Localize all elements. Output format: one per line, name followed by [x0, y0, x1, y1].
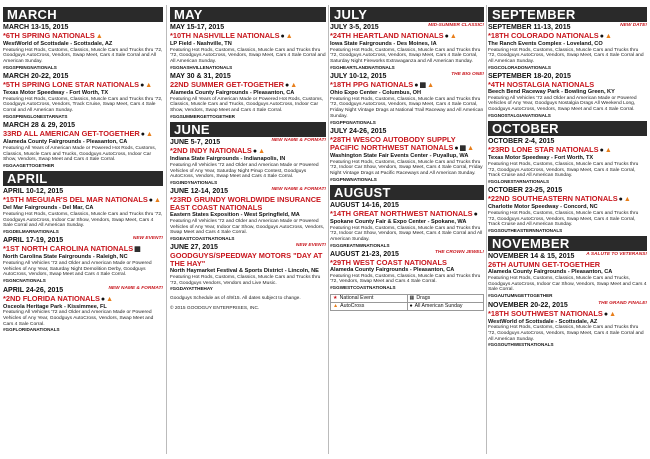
event-hashtag: #GGAUTUMNGETTOGETHER: [488, 293, 553, 299]
event-badge: NEW EVENT!: [295, 243, 326, 249]
event-name-text[interactable]: 26TH AUTUMN GET-TOGETHER: [488, 260, 601, 270]
event-location: Ohio Expo Center - Columbus, OH: [330, 90, 422, 97]
event-name-text[interactable]: *24TH HEARTLAND NATIONALS: [330, 31, 444, 40]
event-entry[interactable]: [170, 73, 326, 119]
event-hashtag: #GGDELMARNATIONALS: [3, 229, 59, 235]
legend-sunday: [408, 303, 484, 310]
event-entry[interactable]: [330, 251, 484, 290]
checkered-flag-icon: ▦: [419, 82, 427, 90]
event-name[interactable]: [330, 81, 484, 90]
event-entry[interactable]: [3, 287, 163, 333]
event-name[interactable]: [170, 147, 326, 156]
event-name[interactable]: [330, 259, 484, 267]
event-name[interactable]: [170, 252, 326, 268]
event-entry[interactable]: [330, 73, 484, 125]
legend-drags-label: Drags: [416, 294, 431, 301]
event-name[interactable]: [330, 32, 484, 41]
event-name-text[interactable]: *18TH SOUTHWEST NATIONALS: [488, 308, 603, 318]
event-hashtag: #GGNOSTALGIANATIONALS: [488, 112, 551, 118]
event-hashtag: #GGSUMMERGETTOGETHER: [170, 113, 235, 119]
event-location: Alameda County Fairgrounds - Pleasanton, CA: [3, 139, 128, 146]
month-header: OCTOBER: [488, 121, 647, 136]
event-location: North Carolina State Fairgrounds - Raleigh, NC: [3, 254, 128, 261]
event-name-text[interactable]: *28TH WESCO AUTOBODY SUPPLY PACIFIC NORTHWEST NATIONALS: [330, 134, 456, 152]
event-description: Featuring All Vehicles '72 and Older and American Made or Powered Vehicles of Any Year, Saturday Night Demolition Derby, Goodguys AutoCross, Vendors, Swap Meet and Cars 4 Sale Corral.: [3, 261, 152, 278]
event-name[interactable]: [488, 32, 647, 41]
event-location: LP Field - Nashville, TN: [170, 41, 232, 47]
event-hashtag: #GGCOLORADONATIONALS: [488, 64, 551, 70]
event-hashtag: #GGSOUTHWESTNATIONALS: [488, 342, 554, 348]
event-date: AUGUST 14-16, 2015: [330, 202, 399, 210]
event-entry[interactable]: [3, 73, 163, 119]
event-description: Featuring Hot Rods, Customs, Classics, Muscle Cars and Trucks thru '72, Goodguys AutoCross, Vendors, Swap Meet, Cars 4 Sale Corral and All American Sunday.: [488, 325, 644, 342]
event-name[interactable]: [488, 146, 647, 155]
schedule-column: [170, 5, 326, 454]
event-name-text[interactable]: *18TH PPG NATIONALS: [330, 80, 414, 90]
event-description: Featuring All Years of American Made or Powered Hot Rods, Customs, Classics, Muscle Cars and Trucks, Goodguys AutoCross, Indoor Car Show, Vendors, Swap Meet and Cars 4 Sale Corral.: [170, 96, 324, 114]
event-location: Alameda County Fairgrounds - Pleasanton, CA: [170, 90, 295, 97]
event-name-text[interactable]: *10TH NASHVILLE NATIONALS: [170, 31, 280, 40]
traffic-cone-icon: ▲: [449, 33, 457, 40]
event-name[interactable]: [488, 195, 647, 204]
traffic-cone-icon: ▲: [285, 33, 293, 40]
event-name-text[interactable]: *4TH NOSTALGIA NATIONALS: [488, 80, 595, 90]
event-badge: NEW NAME & FORMAT!: [271, 138, 326, 144]
event-location: Alameda County Fairgrounds - Pleasanton, CA: [488, 269, 613, 276]
event-legend: [330, 294, 484, 311]
traffic-cone-icon: ▲: [95, 33, 103, 40]
event-location: Iowa State Fairgrounds - Des Moines, IA: [330, 41, 437, 47]
schedule-column: [488, 5, 647, 454]
legend-drags: [408, 295, 484, 302]
event-badge: NEW NAME & FORMAT!: [271, 187, 326, 193]
event-location: The Ranch Events Complex - Loveland, CO: [488, 41, 603, 47]
event-name[interactable]: [3, 295, 163, 304]
event-name-text[interactable]: GOODGUYS/SPEEDWAY MOTORS "DAY AT THE HAY": [170, 251, 323, 269]
event-badge: THE BIG ONE!: [451, 72, 484, 78]
event-description: Featuring Hot Rods, Customs, Classics, Muscle Cars and Trucks, Goodguys AutoCross, Indoor Car Show, Vendors, Swap Meet and Cars 4 Sale Corral.: [488, 276, 647, 293]
event-date: SEPTEMBER 11-13, 2015: [488, 24, 571, 31]
month-header: SEPTEMBER: [488, 7, 647, 22]
month-header: MARCH: [3, 7, 163, 22]
event-date: SEPTEMBER 18-20, 2015: [488, 73, 571, 81]
event-location: Eastern States Exposition - West Springfield, MA: [170, 212, 300, 219]
traffic-cone-icon: ▲: [623, 196, 631, 204]
event-description: Featuring Hot Rods, Customs, Classics, Muscle Cars and Trucks thru '72, Vendors, Swap Meet and Cars 4 Sale Corral.: [330, 273, 481, 285]
event-hashtag: #GGAAGETTOGETHER: [3, 162, 55, 168]
checkered-flag-icon: ▦: [134, 246, 141, 254]
event-date: JULY 10-12, 2015: [330, 73, 387, 81]
event-date: NOVEMBER 20-22, 2015: [488, 301, 568, 309]
event-description: Featuring Hot Rods, Customs, Classics, Muscle Cars and Trucks thru '72, Goodguys AutoCross, Vendors, Swap Meet, Cars 4 Sale Corral and All American Sunday.: [3, 47, 163, 64]
event-date: NOVEMBER 14 & 15, 2015: [488, 253, 575, 261]
event-hashtag: #GGWESTCOASTNATIONALS: [330, 285, 396, 291]
event-name[interactable]: [170, 32, 326, 41]
event-name[interactable]: [3, 130, 163, 139]
month-header: JUNE: [170, 122, 326, 137]
event-entry[interactable]: [3, 237, 163, 283]
event-description: Featuring Hot Rods, Customs, Classics, Muscle Cars and Trucks thru '72, Indoor Car Show, Vendors, Swap Meet, Cars 4 Sale Corral and All American Sunday.: [330, 225, 483, 243]
traffic-cone-icon: ▲: [609, 310, 617, 318]
all-american-sunday-icon: ●: [414, 82, 419, 90]
event-date: APRIL 24-26, 2015: [3, 286, 64, 294]
event-location: Texas Motor Speedway - Fort Worth, TX: [488, 155, 594, 162]
traffic-cone-icon: ▲: [427, 82, 435, 90]
event-hashtag: #GGSOUTHEASTERNNATIONALS: [488, 228, 563, 234]
event-entry[interactable]: [488, 187, 647, 233]
event-location: Texas Motor Speedway - Fort Worth, TX: [3, 90, 109, 97]
event-name[interactable]: [170, 196, 326, 212]
column-divider: [166, 5, 167, 454]
event-name[interactable]: [3, 32, 163, 41]
legend-row: [331, 302, 483, 310]
event-description: Featuring All Vehicles '72 and Older and American Made or Powered Vehicles of Any Year, Indoor Car Show, Goodguys AutoCross, Vendors, Swap Meet and Cars 4 Sale Corral.: [170, 218, 325, 236]
event-location: Del Mar Fairgrounds - Del Mar, CA: [3, 205, 94, 212]
event-name-text[interactable]: *15TH MEGUIAR'S DEL MAR NATIONALS: [3, 195, 148, 205]
event-hashtag: #GGFLORIDANATIONALS: [3, 327, 60, 333]
all-american-sunday-icon: ●: [140, 82, 145, 90]
event-date: MAY 15-17, 2015: [170, 24, 225, 31]
event-description: Featuring Hot Rods, Customs, Classics, Muscle Cars and Trucks thru '72, Goodguys AutoCross, Vendors, Swap Meet, Cars 4 Sale Corral and All American Sunday.: [488, 47, 644, 64]
event-name-text[interactable]: *2ND FLORIDA NATIONALS: [3, 293, 100, 303]
event-date: APRIL 17-19, 2015: [3, 237, 64, 245]
legend-national-label: National Event: [339, 294, 374, 301]
event-description: Featuring Hot Rods, Customs, Classics, Muscle Cars and Trucks thru '72, Goodguys AutoCross, Indoor Car Show, Vendors, Swap Meet, Cars 4 Sale Corral and All American Sunday.: [3, 211, 163, 229]
traffic-cone-icon: ▲: [145, 82, 153, 90]
event-badge: NEW NAME & FORMAT!: [108, 285, 163, 291]
event-date: JULY 3-5, 2015: [330, 24, 379, 31]
event-badge: A SALUTE TO VETERANS!: [586, 252, 647, 258]
event-date: JUNE 5-7, 2015: [170, 139, 221, 147]
event-entry[interactable]: [3, 24, 163, 70]
event-entry[interactable]: [170, 188, 326, 241]
event-name-text[interactable]: *23RD LONE STAR NATIONALS: [488, 145, 599, 155]
traffic-cone-icon: ▲: [604, 33, 612, 40]
event-entry[interactable]: [3, 122, 163, 168]
event-name-text[interactable]: *2ND INDY NATIONALS: [170, 146, 252, 156]
event-description: Featuring All Vehicles '72 and Older and American Made or Powered Vehicles of Any Year, Goodguys Nostalgia Drags All Weekend Long, Goodguys AutoCross, Vendors, Swap Meet and Cars 4 Sale Corral.: [488, 95, 637, 113]
month-header: NOVEMBER: [488, 236, 647, 251]
event-date: MARCH 20-22, 2015: [3, 73, 69, 81]
event-description: Featuring Hot Rods, Customs, Classics, Muscle Cars and Trucks thru '72, Goodguys AutoCross, Vendors, Swap Meet, Cars 4 Sale Corral, Saturday Night Fireworks Extravaganza and All American Sunday.: [330, 47, 481, 64]
event-hashtag: #GGSPRINGNATIONALS: [3, 64, 57, 70]
event-badge: MID-SUMMER CLASSIC!: [428, 23, 484, 28]
traffic-cone-icon: ▲: [467, 144, 475, 152]
legend-row: [331, 295, 483, 302]
traffic-cone-icon: ▲: [145, 131, 153, 139]
event-name-text[interactable]: *1ST NORTH CAROLINA NATIONALS: [3, 244, 134, 254]
event-name-text[interactable]: *18TH COLORADO NATIONALS: [488, 31, 599, 40]
event-hashtag: #GGEASTCOASTNATIONALS: [170, 236, 235, 242]
event-description: Featuring Hot Rods, Customs, Classics, Muscle Cars and Trucks thru '72, Goodguys AutoCross, Vendors, Swap Meet, Cars 4 Sale Corral, Track Cruise and All American Sunday.: [488, 210, 639, 228]
schedule-column: [3, 5, 163, 454]
event-date: MAY 30 & 31, 2015: [170, 73, 231, 81]
all-american-sunday-icon: ●: [148, 197, 154, 205]
event-entry[interactable]: [488, 138, 647, 184]
event-name-text[interactable]: *5TH SPRING LONE STAR NATIONALS: [3, 80, 140, 90]
event-entry[interactable]: [330, 24, 484, 70]
star-icon: ★: [333, 294, 338, 301]
event-location: North Haymarket Festival & Sports District - Lincoln, NE: [170, 268, 319, 275]
all-american-sunday-icon: ●: [252, 148, 258, 156]
event-hashtag: #GGLONESTARNATIONALS: [488, 178, 550, 184]
event-date: JUNE 27, 2015: [170, 244, 218, 252]
event-hashtag: #GGGREATNWNATIONALS: [330, 242, 390, 248]
event-date: MARCH 13-15, 2015: [3, 24, 69, 31]
event-hashtag: #GGPNWNATIONALS: [330, 176, 377, 182]
event-location: Alameda County Fairgrounds - Pleasanton, CA: [330, 267, 455, 274]
event-description: Featuring Hot Rods, Customs, Classics, Muscle Cars and Trucks thru '72, Goodguys AutoCross, Vendors, Swap Meet, Cars 4 Sale Corral, Track Cruise and All American Sunday.: [488, 161, 639, 179]
all-american-sunday-icon: ●: [444, 33, 449, 40]
event-entry[interactable]: [488, 24, 647, 70]
all-american-sunday-icon: ●: [473, 211, 478, 219]
event-name[interactable]: [488, 261, 647, 269]
event-description: Featuring All Vehicles '72 and Older and American Made or Powered Vehicles of Any Year, Goodguys AutoCross, Vendors, Swap Meet and Cars 4 Sale Corral.: [3, 310, 154, 327]
event-location: Indiana State Fairgrounds - Indianapolis, IN: [170, 156, 286, 163]
event-hashtag: #GGDAYATTHEHAY: [170, 286, 213, 292]
checkered-flag-icon: ▦: [459, 144, 467, 152]
legend-sunday-label: All American Sunday: [414, 302, 463, 309]
traffic-cone-icon: ▲: [154, 197, 161, 205]
event-name[interactable]: [3, 81, 163, 90]
column-divider: [486, 5, 487, 454]
event-description: Featuring Hot Rods, Customs, Classics, Muscle Cars and Trucks thru '72, Goodguys AutoCross, Vendors, Track Cruise, Swap Meet, Cars 4 Sale Corral and All American Sunday.: [3, 96, 163, 114]
event-hashtag: #GGINDYNATIONALS: [170, 179, 218, 185]
legend-autocross: [331, 303, 408, 310]
all-american-sunday-icon: ●: [618, 196, 623, 204]
event-location: WestWorld of Scottsdale - Scottsdale, AZ: [488, 318, 598, 325]
event-entry[interactable]: [488, 302, 647, 348]
event-location: Washington State Fair Events Center - Puyallup, WA: [330, 152, 469, 159]
traffic-cone-icon: ▲: [106, 295, 114, 303]
event-description: Featuring All Vehicles '72 and Older and American Made or Powered Vehicles of Any Year, Saturday Night Pinup Contest, Goodguys AutoCross, Vendors, Swap Meet and Cars 4 Sale Corral.: [170, 162, 319, 180]
all-american-sunday-icon: ●: [454, 144, 459, 152]
event-hashtag: #GGNASHVILLENATIONALS: [170, 64, 233, 70]
column-divider: [328, 5, 329, 454]
event-badge: NEW EVENT!: [132, 236, 163, 242]
event-entry[interactable]: [488, 253, 647, 298]
event-name-text[interactable]: *14TH GREAT NORTHWEST NATIONALS: [330, 209, 473, 219]
event-location: Osceola Heritage Park - Kissimmee, FL: [3, 303, 107, 310]
event-description: Featuring Hot Rods, Customs, Classics, Muscle Cars and Trucks thru '72, Indoor Car Show, Vendors, Swap Meet, Cars 4 Sale Corral, Friday Night Vintage Drags at Pacific Raceways and All American Sunday.: [330, 159, 483, 176]
event-location: Spokane County Fair & Expo Center - Spokane, WA: [330, 219, 467, 226]
event-name[interactable]: [3, 245, 163, 254]
all-american-sunday-icon: ●: [140, 131, 145, 139]
event-date: AUGUST 21-23, 2015: [330, 251, 399, 259]
month-header: AUGUST: [330, 185, 484, 200]
event-name[interactable]: [330, 210, 484, 219]
all-american-sunday-icon: ●: [280, 33, 285, 40]
event-name-text[interactable]: *6TH SPRING NATIONALS: [3, 31, 95, 40]
event-badge: NEW DATE!: [620, 23, 647, 28]
legend-autocross-label: AutoCross: [340, 302, 365, 309]
event-entry[interactable]: [330, 202, 484, 248]
all-american-sunday-icon: ●: [599, 147, 604, 155]
traffic-cone-icon: ▲: [333, 302, 339, 309]
event-entry[interactable]: [488, 73, 647, 118]
event-description: Featuring All Years of American Made or Powered Hot Rods, Customs, Classics, Muscle Cars and Trucks, Goodguys AutoCross, Indoor Car Show, Vendors, Swap Meet and Cars 4 Sale Corral.: [3, 145, 157, 163]
all-american-sunday-icon: ●: [409, 302, 413, 309]
event-name[interactable]: [488, 81, 647, 89]
schedule-footnote: Goodguys Schedule as of 4/9/15. All dates subject to change.: [170, 295, 301, 301]
traffic-cone-icon: ▲: [290, 82, 298, 90]
event-name-text[interactable]: *22ND SOUTHEASTERN NATIONALS: [488, 194, 618, 204]
event-hashtag: #GGNCNATIONALS: [3, 278, 46, 284]
month-header: MAY: [170, 7, 326, 22]
event-date: MARCH 28 & 29, 2015: [3, 122, 75, 130]
checkered-flag-icon: ▦: [409, 294, 415, 301]
all-american-sunday-icon: ●: [603, 310, 609, 318]
event-entry[interactable]: [3, 188, 163, 234]
event-name[interactable]: [330, 136, 484, 153]
month-header: APRIL: [3, 171, 163, 186]
event-location: WestWorld of Scottsdale - Scottsdale, AZ: [3, 41, 113, 47]
event-name-text[interactable]: 33RD ALL AMERICAN GET-TOGETHER: [3, 129, 140, 139]
copyright: © 2015 GOODGUY ENTERPRISES, INC.: [170, 305, 260, 311]
event-description: Featuring Hot Rods, Customs, Classics, Muscle Cars and Trucks thru '72, Goodguys Vendors, Vendors and Live Music.: [170, 275, 321, 286]
event-entry[interactable]: [170, 24, 326, 70]
all-american-sunday-icon: ●: [285, 82, 290, 90]
schedule-column: [330, 5, 484, 454]
event-date: JULY 24-26, 2015: [330, 127, 387, 135]
event-entry[interactable]: [170, 244, 326, 291]
event-date: OCTOBER 23-25, 2015: [488, 187, 563, 195]
event-name[interactable]: [3, 196, 163, 205]
event-hashtag: #GGPPGNATIONALS: [330, 119, 376, 125]
legend-national: [331, 295, 408, 302]
event-badge: THE CROWN JEWEL!: [434, 250, 484, 256]
event-name-text[interactable]: *29TH WEST COAST NATIONALS: [330, 258, 447, 268]
event-entry[interactable]: [330, 128, 484, 182]
event-hashtag: #GGHEARTLANDNATIONALS: [330, 64, 395, 70]
event-hashtag: #GGSPRINGLONESTARNATS: [3, 113, 68, 119]
month-header: JULY: [330, 7, 484, 22]
event-description: Featuring Hot Rods, Customs, Classics, Muscle Cars and Trucks thru '72, Goodguys AutoCross, Vendors, Swap Meet, Cars 4 Sale Corral, Friday Night Vintage Drags at National Trail Raceway and All American Sunday.: [330, 96, 484, 119]
event-name-text[interactable]: *23RD GRUNDY WORLDWIDE INSURANCE EAST COAST NATIONALS: [170, 195, 321, 213]
event-name[interactable]: [170, 81, 326, 90]
event-badge: THE GRAND FINALE!: [598, 300, 647, 306]
all-american-sunday-icon: ●: [100, 295, 106, 303]
event-description: Featuring Hot Rods, Customs, Classics, Muscle Cars and Trucks thru '72, Goodguys AutoCross, Vendors, Swap Meet, Cars 4 Sale Corral and All American Sunday.: [170, 47, 326, 64]
event-entry[interactable]: [170, 139, 326, 185]
event-name-text[interactable]: 22ND SUMMER GET-TOGETHER: [170, 80, 285, 90]
event-date: OCTOBER 2-4, 2015: [488, 138, 555, 146]
event-date: APRIL 10-12, 2015: [3, 188, 64, 196]
all-american-sunday-icon: ●: [599, 33, 604, 40]
traffic-cone-icon: ▲: [604, 147, 612, 155]
event-location: Charlotte Motor Speedway - Concord, NC: [488, 204, 598, 211]
traffic-cone-icon: ▲: [258, 148, 266, 156]
event-name[interactable]: [488, 310, 647, 319]
event-date: JUNE 12-14, 2015: [170, 188, 228, 196]
event-location: Beech Bend Raceway Park - Bowling Green, KY: [488, 89, 615, 96]
